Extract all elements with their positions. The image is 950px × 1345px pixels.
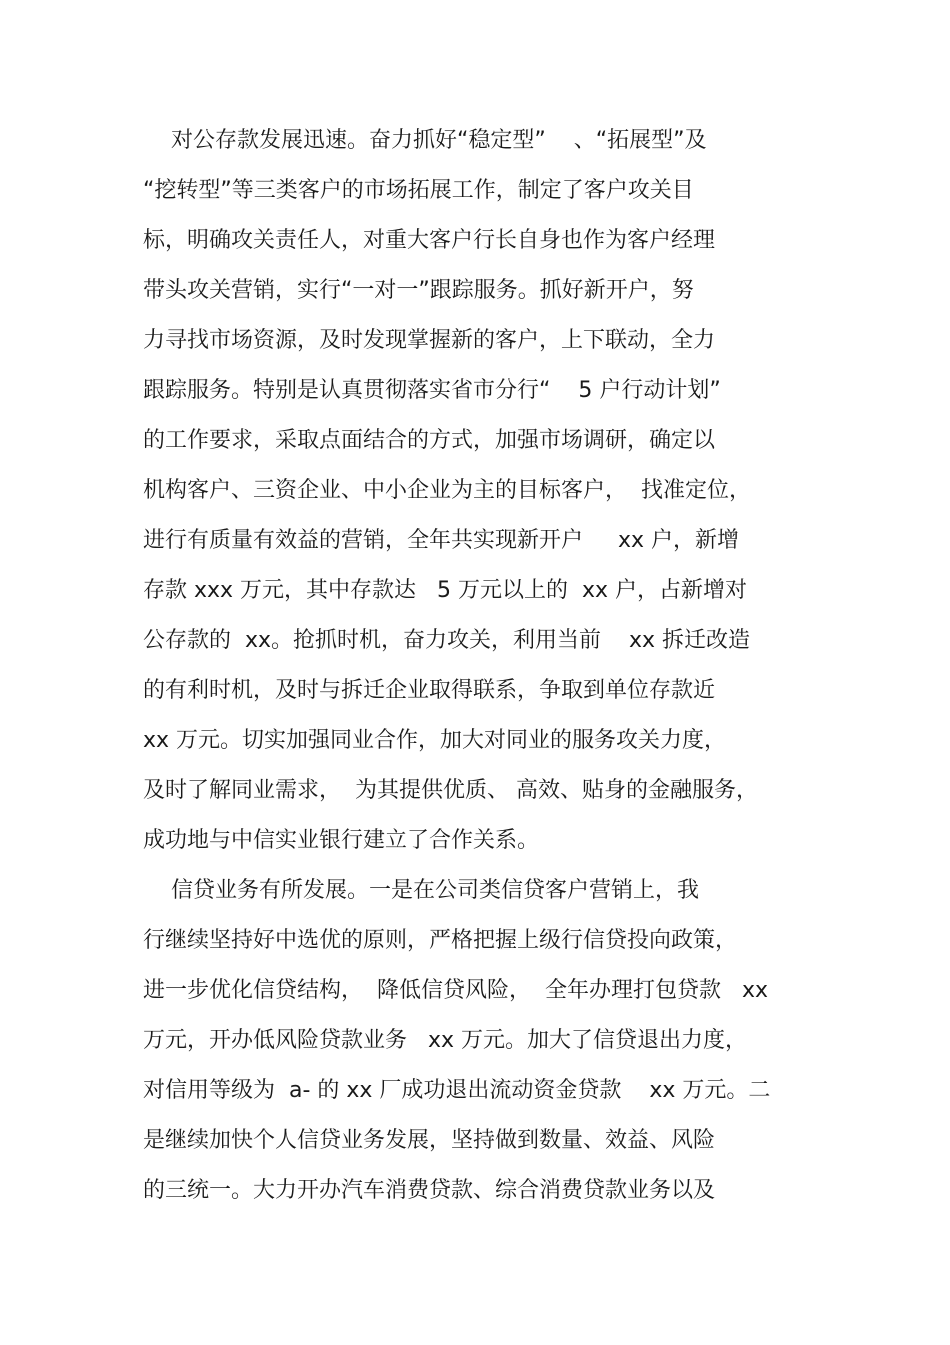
text-line: 对公存款发展迅速。奋力抓好“稳定型” 、“拓展型”及	[143, 128, 707, 153]
text-line: 信贷业务有所发展。一是在公司类信贷客户营销上，我	[143, 878, 699, 903]
text-line: 的有利时机，及时与拆迁企业取得联系，争取到单位存款近	[143, 678, 716, 703]
text-line: 万元，开办低风险贷款业务 xx 万元。加大了信贷退出力度，	[143, 1028, 748, 1053]
text-line: 对信用等级为 a- 的 xx 厂成功退出流动资金贷款 xx 万元。二	[143, 1078, 771, 1103]
text-line: 力寻找市场资源，及时发现掌握新的客户，上下联动，全力	[143, 328, 716, 353]
text-line: 进行有质量有效益的营销，全年共实现新开户 xx 户，新增	[143, 528, 739, 553]
text-line: “挖转型”等三类客户的市场拓展工作，制定了客户攻关目	[143, 178, 694, 203]
text-line: 的三统一。大力开办汽车消费贷款、综合消费贷款业务以及	[143, 1178, 716, 1203]
text-line: 是继续加快个人信贷业务发展，坚持做到数量、效益、风险	[143, 1128, 716, 1153]
text-line: 带头攻关营销，实行“一对一”跟踪服务。抓好新开户，努	[143, 278, 694, 303]
text-line: 公存款的 xx。抢抓时机，奋力攻关，利用当前 xx 拆迁改造	[143, 628, 751, 653]
body-text	[143, 116, 823, 1216]
text-line: 及时了解同业需求， 为其提供优质、 高效、贴身的金融服务，	[143, 778, 758, 803]
text-line: 标，明确攻关责任人，对重大客户行长自身也作为客户经理	[143, 228, 716, 253]
text-line: 进一步优化信贷结构， 降低信贷风险， 全年办理打包贷款 xx	[143, 978, 768, 1003]
text-line: 跟踪服务。特别是认真贯彻落实省市分行“ 5 户行动计划”	[143, 378, 721, 403]
text-line: 成功地与中信实业银行建立了合作关系。	[143, 828, 540, 853]
text-line: xx 万元。切实加强同业合作，加大对同业的服务攻关力度，	[143, 728, 727, 753]
text-line: 存款 xxx 万元，其中存款达 5 万元以上的 xx 户，占新增对	[143, 578, 748, 603]
text-line: 行继续坚持好中选优的原则，严格把握上级行信贷投向政策，	[143, 928, 738, 953]
text-line: 的工作要求，采取点面结合的方式，加强市场调研，确定以	[143, 428, 716, 453]
text-line: 机构客户、三资企业、中小企业为主的目标客户， 找准定位，	[143, 478, 751, 503]
